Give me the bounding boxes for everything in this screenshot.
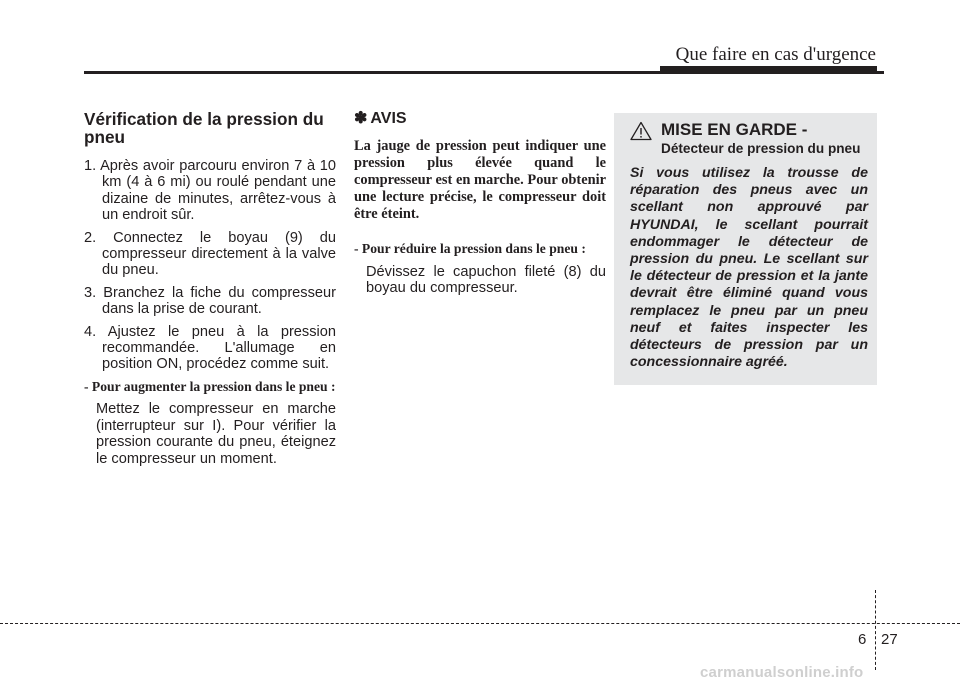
- page-header-title: Que faire en cas d'urgence: [675, 44, 876, 65]
- increase-pressure-body: Mettez le compresseur en marche (interrupteur sur I). Pour vérifier la pression courante du pneu, éteignez le compresseur un moment.: [96, 401, 336, 467]
- section-title: Vérification de la pression du pneu: [84, 109, 324, 147]
- warning-header: [630, 120, 868, 141]
- warning-triangle-icon: [630, 121, 652, 141]
- reduce-pressure-heading: - Pour réduire la pression dans le pneu :: [354, 241, 586, 256]
- notice-asterisk-icon: ✽: [354, 110, 368, 127]
- increase-pressure-heading: - Pour augmenter la pression dans le pneu :: [84, 378, 336, 394]
- page-number: 27: [881, 631, 898, 648]
- left-column: [84, 110, 336, 467]
- warning-body: Si vous utilisez la trousse de réparation des pneus avec un scellant non approuvé par HYUNDAI, le scellant pourrait endommager le détecteur de pression du pneu. Le scellant sur le détecteur de pression et la jante devrait être éliminé quand vous remplacez le pneu par un pneu neuf et faites inspecter les détecteurs de pression par un concessionnaire agréé.: [630, 165, 868, 371]
- step-3: 3. Branchez la fiche du compresseur dans la prise de courant.: [84, 284, 336, 318]
- reduce-pressure-body: Dévissez le capuchon fileté (8) du boyau du compresseur.: [366, 263, 606, 296]
- warning-title: MISE EN GARDE -: [661, 120, 808, 139]
- footer-rule: [0, 623, 960, 624]
- watermark: carmanualsonline.info: [700, 664, 864, 681]
- footer-divider: [875, 590, 876, 670]
- notice-body: La jauge de pression peut indiquer une pression plus élevée quand le compresseur est en marche. Pour obtenir une lecture précise, le compresseur doit être éteint.: [354, 138, 606, 222]
- step-4: 4. Ajustez le pneu à la pression recommandée. L'allumage en position ON, procédez comme suit.: [84, 323, 336, 373]
- chapter-number: 6: [858, 631, 867, 648]
- middle-column: [354, 110, 606, 296]
- header-rule-accent: [660, 66, 877, 73]
- notice-title: [354, 110, 606, 128]
- notice-title-text: AVIS: [370, 110, 407, 127]
- step-2: 2. Connectez le boyau (9) du compresseur directement à la valve du pneu.: [84, 229, 336, 279]
- warning-box: [614, 113, 877, 385]
- warning-subtitle: Détecteur de pression du pneu: [661, 141, 861, 156]
- step-1: 1. Après avoir parcouru environ 7 à 10 km (4 à 6 mi) ou roulé pendant une dizaine de minutes, arrêtez-vous à un endroit sûr.: [84, 158, 336, 224]
